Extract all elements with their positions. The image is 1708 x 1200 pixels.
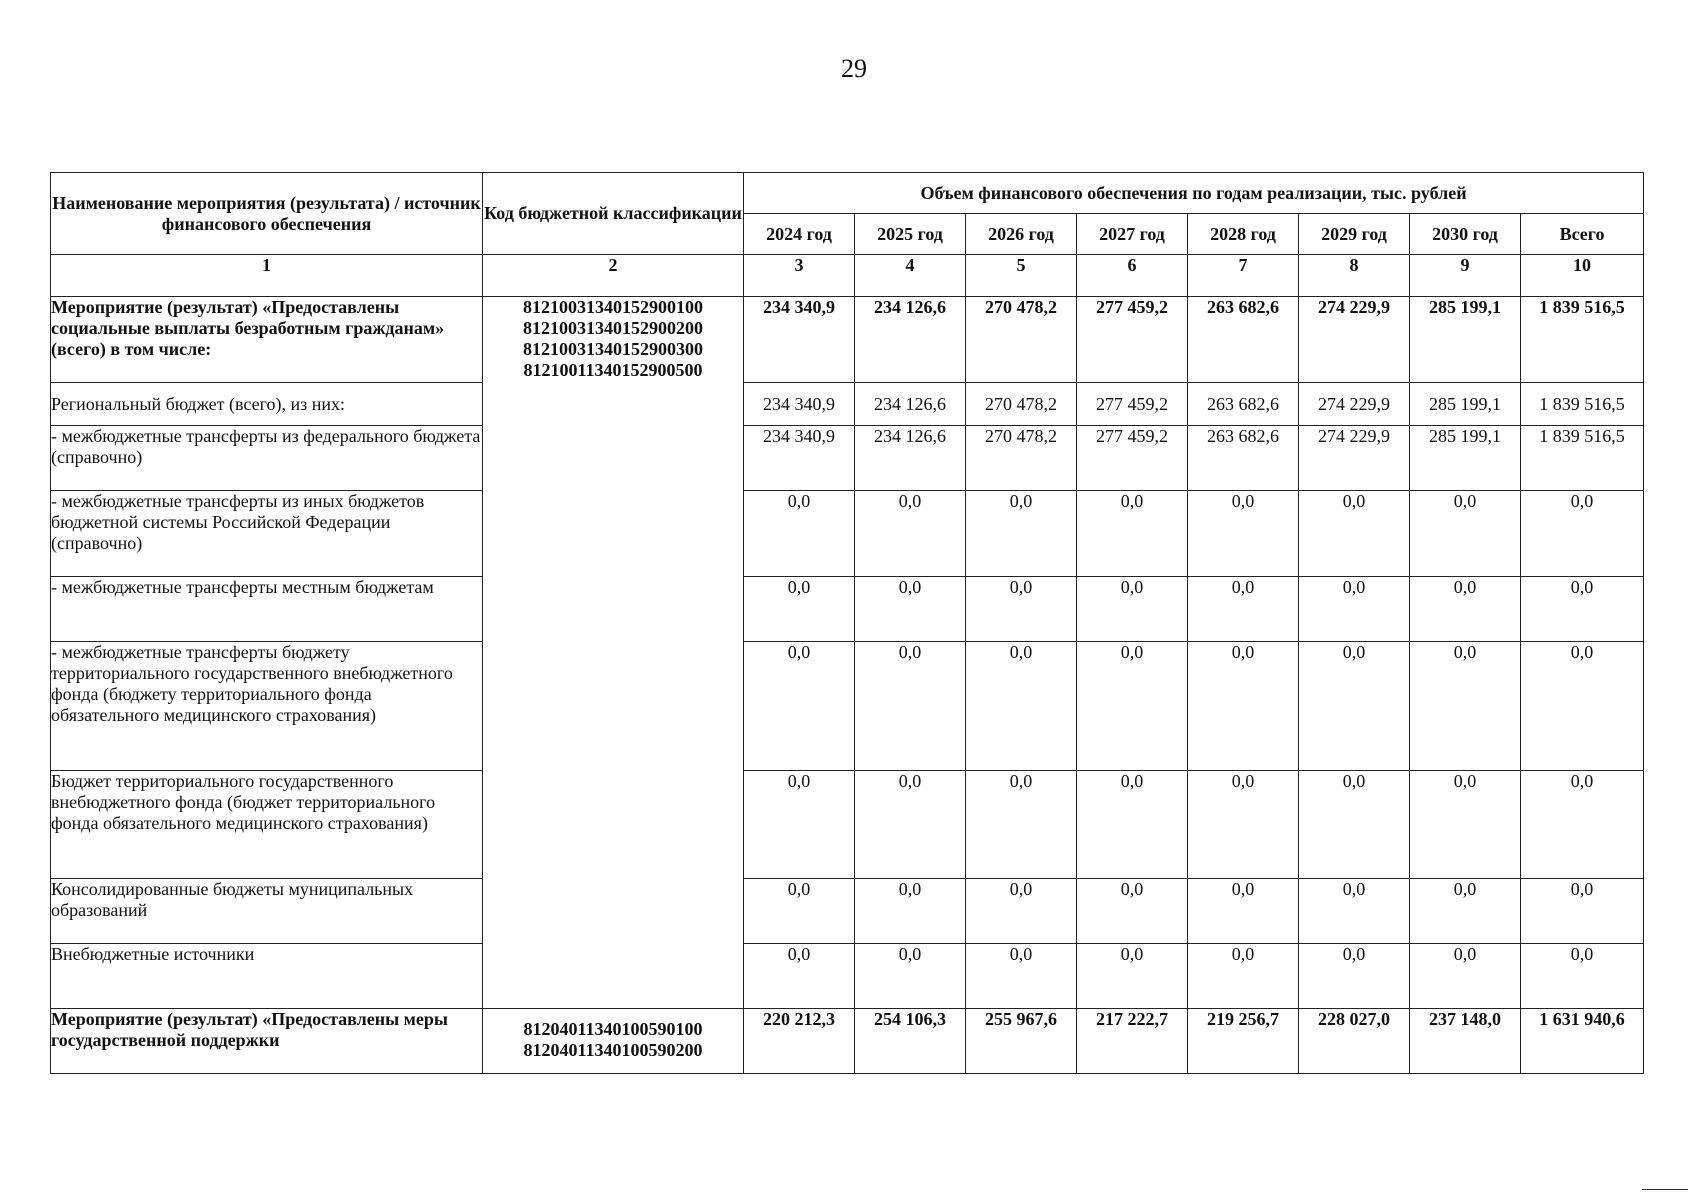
cell-value: 0,0 <box>966 879 1077 944</box>
column-number: 6 <box>1077 255 1188 297</box>
header-year: 2027 год <box>1077 214 1188 255</box>
header-year: 2029 год <box>1299 214 1410 255</box>
cell-value: 277 459,2 <box>1077 426 1188 491</box>
cell-value: 0,0 <box>1521 879 1644 944</box>
cell-value: 0,0 <box>744 577 855 642</box>
budget-code: 81210031340152900100 <box>523 297 703 317</box>
budget-code: 81210031340152900200 <box>523 318 703 338</box>
cell-value: 0,0 <box>1188 642 1299 771</box>
cell-value: 0,0 <box>855 944 966 1009</box>
cell-value: 0,0 <box>1188 771 1299 879</box>
row-name: Консолидированные бюджеты муниципальных образований <box>51 879 483 944</box>
budget-codes-cell <box>483 297 744 1009</box>
table-row <box>51 879 1644 944</box>
budget-codes-cell <box>483 1009 744 1074</box>
header-year: 2028 год <box>1188 214 1299 255</box>
row-name: - межбюджетные трансферты бюджету территориального государственного внебюджетного фонда (бюджету территориального фонда обязательного медицинского страхования) <box>51 642 483 771</box>
cell-value: 0,0 <box>1521 642 1644 771</box>
cell-value: 254 106,3 <box>855 1009 966 1074</box>
cell-value: 0,0 <box>966 577 1077 642</box>
budget-code: 81210011340152900500 <box>523 360 703 380</box>
column-number: 10 <box>1521 255 1644 297</box>
cell-value: 0,0 <box>1077 642 1188 771</box>
budget-code: 81204011340100590200 <box>523 1040 703 1060</box>
cell-value: 0,0 <box>966 944 1077 1009</box>
cell-value: 0,0 <box>1188 879 1299 944</box>
column-number: 1 <box>51 255 483 297</box>
table-row <box>51 491 1644 577</box>
header-volume: Объем финансового обеспечения по годам реализации, тыс. рублей <box>744 173 1644 214</box>
cell-value: 0,0 <box>1299 944 1410 1009</box>
cell-value: 0,0 <box>1299 642 1410 771</box>
cell-value: 234 126,6 <box>855 383 966 426</box>
cell-value: 263 682,6 <box>1188 383 1299 426</box>
header-year: 2024 год <box>744 214 855 255</box>
header-code: Код бюджетной классификации <box>483 173 744 255</box>
cell-value: 0,0 <box>1410 491 1521 577</box>
cell-value: 0,0 <box>966 771 1077 879</box>
cell-value: 1 839 516,5 <box>1521 426 1644 491</box>
cell-value: 263 682,6 <box>1188 297 1299 383</box>
cell-value: 0,0 <box>1410 879 1521 944</box>
page-corner-line <box>1642 1189 1688 1190</box>
cell-value: 0,0 <box>1521 491 1644 577</box>
cell-value: 0,0 <box>744 944 855 1009</box>
cell-value: 274 229,9 <box>1299 297 1410 383</box>
table-row <box>51 577 1644 642</box>
cell-value: 0,0 <box>1410 944 1521 1009</box>
column-number: 2 <box>483 255 744 297</box>
cell-value: 0,0 <box>1299 879 1410 944</box>
cell-value: 0,0 <box>1521 771 1644 879</box>
table-row <box>51 771 1644 879</box>
budget-code: 81204011340100590100 <box>523 1019 703 1039</box>
column-number: 8 <box>1299 255 1410 297</box>
table-row <box>51 383 1644 426</box>
cell-value: 285 199,1 <box>1410 426 1521 491</box>
cell-value: 1 839 516,5 <box>1521 297 1644 383</box>
cell-value: 277 459,2 <box>1077 383 1188 426</box>
cell-value: 277 459,2 <box>1077 297 1188 383</box>
cell-value: 0,0 <box>1410 771 1521 879</box>
cell-value: 1 631 940,6 <box>1521 1009 1644 1074</box>
row-name: Бюджет территориального государственного внебюджетного фонда (бюджет территориального фонда обязательного медицинского страхования) <box>51 771 483 879</box>
cell-value: 0,0 <box>1521 577 1644 642</box>
row-name: - межбюджетные трансферты местным бюджетам <box>51 577 483 642</box>
row-name: Мероприятие (результат) «Предоставлены меры государственной поддержки <box>51 1009 483 1074</box>
cell-value: 234 340,9 <box>744 297 855 383</box>
cell-value: 0,0 <box>1077 577 1188 642</box>
cell-value: 0,0 <box>1077 879 1188 944</box>
cell-value: 0,0 <box>1188 944 1299 1009</box>
column-number: 3 <box>744 255 855 297</box>
row-name: - межбюджетные трансферты из федерального бюджета (справочно) <box>51 426 483 491</box>
cell-value: 270 478,2 <box>966 426 1077 491</box>
table-row <box>51 944 1644 1009</box>
cell-value: 0,0 <box>966 491 1077 577</box>
table-row <box>51 297 1644 383</box>
cell-value: 0,0 <box>1077 771 1188 879</box>
cell-value: 0,0 <box>744 642 855 771</box>
cell-value: 263 682,6 <box>1188 426 1299 491</box>
financing-table <box>50 172 1644 1074</box>
column-number: 4 <box>855 255 966 297</box>
row-name: - межбюджетные трансферты из иных бюджетов бюджетной системы Российской Федерации (справочно) <box>51 491 483 577</box>
cell-value: 0,0 <box>855 879 966 944</box>
cell-value: 234 126,6 <box>855 297 966 383</box>
table-row <box>51 642 1644 771</box>
cell-value: 0,0 <box>1521 944 1644 1009</box>
page-number: 29 <box>841 54 867 83</box>
table-row <box>51 1009 1644 1074</box>
header-year: 2026 год <box>966 214 1077 255</box>
cell-value: 234 340,9 <box>744 383 855 426</box>
cell-value: 270 478,2 <box>966 297 1077 383</box>
cell-value: 274 229,9 <box>1299 426 1410 491</box>
cell-value: 234 340,9 <box>744 426 855 491</box>
cell-value: 0,0 <box>744 771 855 879</box>
cell-value: 219 256,7 <box>1188 1009 1299 1074</box>
cell-value: 0,0 <box>1188 577 1299 642</box>
cell-value: 255 967,6 <box>966 1009 1077 1074</box>
cell-value: 270 478,2 <box>966 383 1077 426</box>
row-name: Внебюджетные источники <box>51 944 483 1009</box>
header-year: 2030 год <box>1410 214 1521 255</box>
cell-value: 234 126,6 <box>855 426 966 491</box>
column-numbers-row <box>51 255 1644 297</box>
cell-value: 220 212,3 <box>744 1009 855 1074</box>
cell-value: 0,0 <box>855 491 966 577</box>
cell-value: 274 229,9 <box>1299 383 1410 426</box>
row-name: Региональный бюджет (всего), из них: <box>51 383 483 426</box>
cell-value: 0,0 <box>744 879 855 944</box>
cell-value: 0,0 <box>1299 491 1410 577</box>
cell-value: 0,0 <box>855 642 966 771</box>
cell-value: 0,0 <box>966 642 1077 771</box>
cell-value: 285 199,1 <box>1410 383 1521 426</box>
cell-value: 0,0 <box>1410 577 1521 642</box>
cell-value: 1 839 516,5 <box>1521 383 1644 426</box>
header-year: 2025 год <box>855 214 966 255</box>
cell-value: 0,0 <box>855 577 966 642</box>
cell-value: 0,0 <box>1410 642 1521 771</box>
cell-value: 0,0 <box>1188 491 1299 577</box>
header-total: Всего <box>1521 214 1644 255</box>
cell-value: 285 199,1 <box>1410 297 1521 383</box>
cell-value: 0,0 <box>1299 771 1410 879</box>
row-name: Мероприятие (результат) «Предоставлены социальные выплаты безработным гражданам» (всего) в том числе: <box>51 297 483 383</box>
cell-value: 0,0 <box>1077 491 1188 577</box>
header-name: Наименование мероприятия (результата) / источник финансового обеспечения <box>51 173 483 255</box>
table-row <box>51 426 1644 491</box>
cell-value: 237 148,0 <box>1410 1009 1521 1074</box>
column-number: 5 <box>966 255 1077 297</box>
cell-value: 217 222,7 <box>1077 1009 1188 1074</box>
cell-value: 0,0 <box>855 771 966 879</box>
cell-value: 0,0 <box>1077 944 1188 1009</box>
cell-value: 0,0 <box>1299 577 1410 642</box>
cell-value: 228 027,0 <box>1299 1009 1410 1074</box>
budget-code: 81210031340152900300 <box>523 339 703 359</box>
column-number: 9 <box>1410 255 1521 297</box>
column-number: 7 <box>1188 255 1299 297</box>
cell-value: 0,0 <box>744 491 855 577</box>
